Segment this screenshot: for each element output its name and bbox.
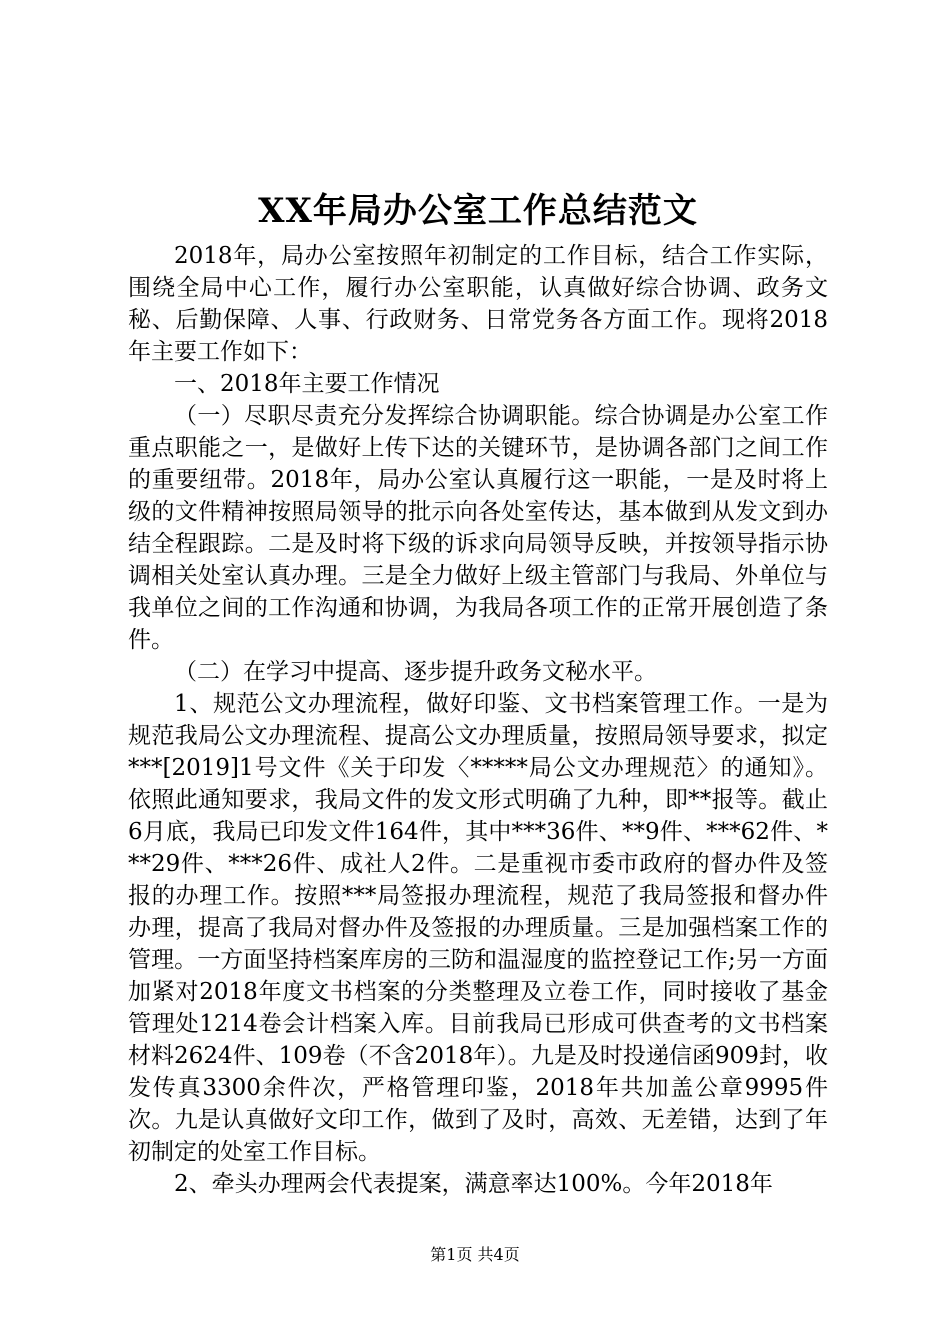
subsection-1-paragraph: （一）尽职尽责充分发挥综合协调职能。综合协调是办公室工作重点职能之一，是做好上传下达的关键环节，是协调各部门之间工作的重要纽带。2018年，局办公室认真履行这一职能，一是及时将上级的文件精神按照局领导的批示向各处室传达，基本做到从发文到办结全程跟踪。二是及时将下级的诉求向局领导反映，并按领导指示协调相关处室认真办理。三是全力做好上级主管部门与我局、外单位与我单位之间的工作沟通和协调，为我局各项工作的正常开展创造了条件。 xyxy=(128,403,828,653)
document-page xyxy=(128,186,828,1200)
item-1-paragraph: 1、规范公文办理流程，做好印鉴、文书档案管理工作。一是为规范我局公文办理流程、提高公文办理质量，按照局领导要求，拟定***[2019]1号文件《关于印发〈*****局公文办理规范〉的通知》。依照此通知要求，我局文件的发文形式明确了九种，即**报等。截止6月底，我局已印发文件164件，其中***36件、**9件、***62件、***29件、***26件、成社人2件。二是重视市委市政府的督办件及签报的办理工作。按照***局签报办理流程，规范了我局签报和督办件办理，提高了我局对督办件及签报的办理质量。三是加强档案工作的管理。一方面坚持档案库房的三防和温湿度的监控登记工作;另一方面加紧对2018年度文书档案的分类整理及立卷工作，同时接收了基金管理处1214卷会计档案入库。目前我局已形成可供查考的文书档案材料2624件、109卷（不含2018年）。九是及时投递信函909封，收发传真3300余件次，严格管理印鉴，2018年共加盖公章9995件次。九是认真做好文印工作，做到了及时，高效、无差错，达到了年初制定的处室工作目标。 xyxy=(128,691,828,1165)
document-title: XX年局办公室工作总结范文 xyxy=(258,191,698,231)
subsection-2-heading: （二）在学习中提高、逐步提升政务文秘水平。 xyxy=(174,659,657,685)
intro-paragraph: 2018年，局办公室按照年初制定的工作目标，结合工作实际，围绕全局中心工作，履行办公室职能，认真做好综合协调、政务文秘、后勤保障、人事、行政财务、日常党务各方面工作。现将2018年主要工作如下： xyxy=(128,243,828,365)
item-2-paragraph: 2、牵头办理两会代表提案，满意率达100%。今年2018年 xyxy=(174,1171,773,1197)
section-heading-1: 一、2018年主要工作情况 xyxy=(174,371,440,397)
page-number-footer: 第1页 共4页 xyxy=(430,1245,520,1264)
